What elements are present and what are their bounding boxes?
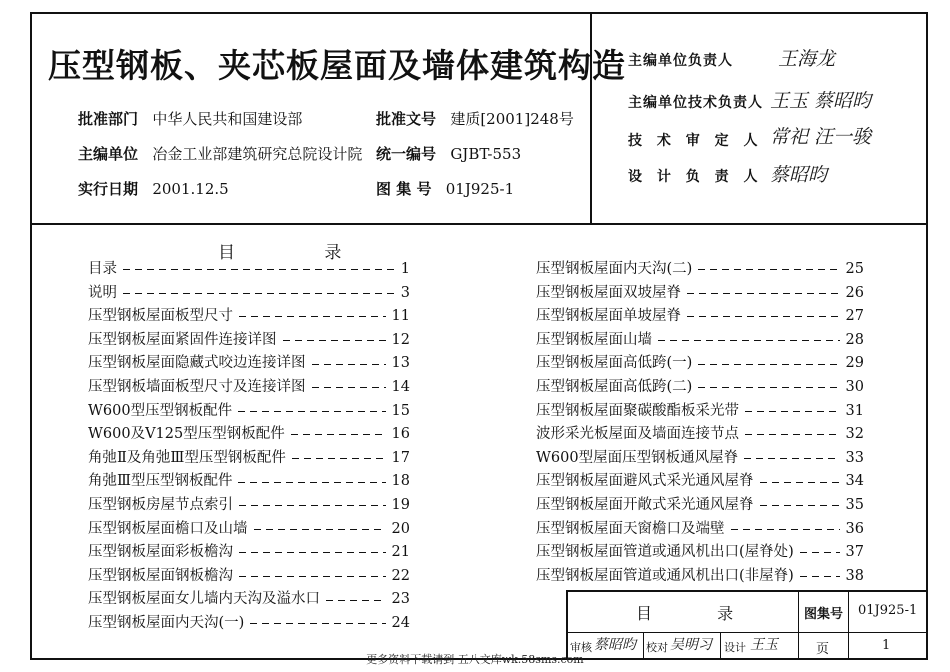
toc-entry bbox=[536, 352, 864, 376]
editor-unit-value: 冶金工业部建筑研究总院设计院 bbox=[152, 145, 363, 163]
toc-entry bbox=[536, 518, 864, 542]
toc-leader-dashes bbox=[800, 552, 840, 553]
toc-entry-page: 15 bbox=[391, 402, 410, 419]
toc-entry-page: 33 bbox=[845, 449, 864, 466]
toc-entry-title: 压型钢板屋面管道或通风机出口(非屋脊) bbox=[536, 567, 794, 584]
toc-entry bbox=[536, 305, 864, 329]
toc-entry-title: 压型钢板屋面天窗檐口及端壁 bbox=[536, 520, 725, 537]
toc-entry-page: 38 bbox=[845, 567, 864, 584]
toc-entry bbox=[536, 329, 864, 353]
page-title: 压型钢板、夹芯板屋面及墙体建筑构造 bbox=[48, 46, 626, 85]
toc-leader-dashes bbox=[239, 316, 386, 317]
toc-leader-dashes bbox=[731, 529, 840, 530]
toc-leader-dashes bbox=[291, 434, 386, 435]
toc-entry-title: 压型钢板屋面彩板檐沟 bbox=[88, 544, 233, 561]
toc-entry-page: 37 bbox=[845, 544, 864, 561]
atlas-no-value: 01J925-1 bbox=[445, 180, 515, 198]
toc-entry-page: 11 bbox=[391, 308, 410, 325]
toc-heading: 目 录 bbox=[218, 243, 384, 263]
toc-entry-page: 28 bbox=[845, 331, 864, 348]
toc-entry-page: 36 bbox=[845, 520, 864, 537]
title-block-check-signature: 吴明习 bbox=[670, 637, 712, 653]
toc-entry-title: 压型钢板墙面板型尺寸及连接详图 bbox=[88, 378, 306, 395]
approve-dept bbox=[78, 108, 302, 129]
unified-no bbox=[376, 143, 521, 164]
toc-entry-title: 压型钢板屋面内天沟(一) bbox=[88, 614, 245, 631]
toc-entry-page: 1 bbox=[400, 261, 410, 277]
toc-leader-dashes bbox=[698, 269, 839, 270]
unified-no-value: GJBT-553 bbox=[450, 145, 522, 163]
toc-entry bbox=[88, 329, 410, 353]
title-block-atlas-label: 图集号 bbox=[804, 607, 844, 622]
title-block-atlas-value: 01J925-1 bbox=[858, 603, 918, 618]
toc-leader-dashes bbox=[239, 576, 386, 577]
title-block-review-label: 审核 bbox=[570, 641, 592, 654]
title-block-design-label: 设计 bbox=[724, 641, 746, 654]
toc-entry bbox=[88, 352, 410, 376]
unified-no-label: 统一编号 bbox=[376, 145, 437, 163]
toc-entry-title: W600型压型钢板配件 bbox=[88, 402, 233, 419]
toc-entry-page: 24 bbox=[391, 614, 410, 631]
toc-leader-dashes bbox=[312, 364, 386, 365]
toc-entry-page: 25 bbox=[845, 261, 864, 277]
toc-entry bbox=[536, 447, 864, 471]
toc-entry bbox=[88, 612, 410, 636]
toc-entry-page: 16 bbox=[391, 426, 410, 443]
toc-leader-dashes bbox=[698, 387, 839, 388]
toc-entry bbox=[536, 376, 864, 400]
toc-entry bbox=[88, 518, 410, 542]
toc-entry-page: 35 bbox=[845, 496, 864, 513]
toc-leader-dashes bbox=[254, 529, 386, 530]
resp-tech-review: 技 术 审 定 人 bbox=[628, 133, 763, 149]
toc-leader-dashes bbox=[250, 623, 385, 624]
toc-entry-title: 压型钢板屋面女儿墙内天沟及溢水口 bbox=[88, 591, 320, 608]
toc-entry bbox=[88, 447, 410, 471]
toc-leader-dashes bbox=[800, 576, 840, 577]
toc-entry bbox=[536, 565, 864, 589]
approve-doc-label: 批准文号 bbox=[376, 110, 437, 128]
footer-download-note: 更多资料下载请到 五八文库wk.58sms.com bbox=[366, 653, 584, 666]
toc-entry-title: 目录 bbox=[88, 261, 117, 277]
toc-entry-title: 角弛Ⅲ型压型钢板配件 bbox=[88, 473, 233, 490]
toc-entry-page: 21 bbox=[391, 544, 410, 561]
toc-entry bbox=[88, 541, 410, 565]
editor-unit-label: 主编单位 bbox=[78, 145, 139, 163]
toc-entry-page: 31 bbox=[845, 402, 864, 419]
title-block-review-signature: 蔡昭昀 bbox=[594, 637, 636, 653]
toc-entry-title: 压型钢板屋面高低跨(一) bbox=[536, 355, 693, 372]
toc-entry-page: 29 bbox=[845, 355, 864, 372]
toc-entry-title: 压型钢板屋面山墙 bbox=[536, 331, 652, 348]
toc-leader-dashes bbox=[687, 316, 840, 317]
title-block-page-value: 1 bbox=[882, 638, 891, 653]
toc-entry-page: 34 bbox=[845, 473, 864, 490]
effective-date-label: 实行日期 bbox=[78, 180, 139, 198]
resp-tech-head-signature: 王玉 蔡昭昀 bbox=[770, 90, 872, 112]
toc-entry-title: W600型屋面压型钢板通风屋脊 bbox=[536, 449, 739, 466]
toc-entry-title: 压型钢板屋面高低跨(二) bbox=[536, 378, 693, 395]
toc-entry-page: 18 bbox=[391, 473, 410, 490]
title-block-col2 bbox=[848, 590, 849, 660]
toc-leader-dashes bbox=[698, 364, 839, 365]
toc-leader-dashes bbox=[326, 600, 386, 601]
toc-entry bbox=[88, 588, 410, 612]
toc-left-column bbox=[88, 258, 410, 636]
toc-entry bbox=[88, 305, 410, 329]
title-block-page-label: 页 bbox=[816, 642, 830, 657]
toc-entry-page: 20 bbox=[391, 520, 410, 537]
toc-entry bbox=[88, 376, 410, 400]
toc-entry-page: 32 bbox=[845, 426, 864, 443]
toc-entry-title: 压型钢板屋面避风式采光通风屋脊 bbox=[536, 473, 754, 490]
toc-leader-dashes bbox=[239, 505, 386, 506]
toc-entry-title: 压型钢板屋面内天沟(二) bbox=[536, 261, 693, 277]
toc-entry-page: 13 bbox=[391, 355, 410, 372]
title-block-mid bbox=[566, 632, 928, 633]
toc-entry-page: 19 bbox=[391, 496, 410, 513]
toc-entry-page: 12 bbox=[391, 331, 410, 348]
toc-entry-title: 波形采光板屋面及墙面连接节点 bbox=[536, 426, 739, 443]
approve-dept-label: 批准部门 bbox=[78, 110, 139, 128]
toc-entry bbox=[88, 258, 410, 282]
toc-leader-dashes bbox=[283, 340, 386, 341]
effective-date bbox=[78, 178, 229, 199]
toc-entry-page: 22 bbox=[391, 567, 410, 584]
toc-entry-title: 压型钢板屋面隐藏式咬边连接详图 bbox=[88, 355, 306, 372]
toc-leader-dashes bbox=[658, 340, 840, 341]
toc-entry bbox=[536, 470, 864, 494]
toc-entry-title: 压型钢板屋面单坡屋脊 bbox=[536, 308, 681, 325]
toc-entry bbox=[536, 494, 864, 518]
toc-leader-dashes bbox=[760, 482, 840, 483]
resp-design-lead-signature: 蔡昭昀 bbox=[770, 164, 828, 186]
title-block-left bbox=[566, 590, 568, 660]
toc-leader-dashes bbox=[292, 458, 386, 459]
resp-tech-review-signature: 常祀 汪一骏 bbox=[770, 126, 872, 148]
toc-entry bbox=[88, 423, 410, 447]
resp-design-lead: 设 计 负 责 人 bbox=[628, 169, 763, 185]
toc-entry-title: 角弛Ⅱ及角弛Ⅲ型压型钢板配件 bbox=[88, 449, 286, 466]
toc-entry bbox=[88, 282, 410, 306]
toc-leader-dashes bbox=[123, 269, 395, 270]
toc-entry-title: 压型钢板屋面檐口及山墙 bbox=[88, 520, 248, 537]
toc-entry-title: 压型钢板屋面钢板檐沟 bbox=[88, 567, 233, 584]
toc-entry bbox=[88, 565, 410, 589]
toc-entry-title: 说明 bbox=[88, 284, 117, 301]
toc-entry-page: 27 bbox=[845, 308, 864, 325]
toc-entry-title: 压型钢板屋面紧固件连接详图 bbox=[88, 331, 277, 348]
header-divider-horizontal bbox=[30, 223, 928, 225]
toc-right-column bbox=[536, 258, 864, 588]
toc-leader-dashes bbox=[744, 458, 839, 459]
approve-doc-value: 建质[2001]248号 bbox=[450, 110, 574, 128]
toc-entry-page: 23 bbox=[391, 591, 410, 608]
toc-leader-dashes bbox=[123, 293, 395, 294]
toc-entry-page: 17 bbox=[391, 449, 410, 466]
atlas-no-label: 图 集 号 bbox=[376, 180, 432, 198]
effective-date-value: 2001.12.5 bbox=[152, 180, 229, 198]
toc-entry-title: 压型钢板屋面管道或通风机出口(屋脊处) bbox=[536, 544, 794, 561]
toc-entry-title: 压型钢板屋面聚碳酸酯板采光带 bbox=[536, 402, 739, 419]
title-block-design-signature: 王玉 bbox=[750, 637, 778, 653]
toc-entry-page: 26 bbox=[845, 284, 864, 301]
toc-leader-dashes bbox=[745, 411, 840, 412]
approve-dept-value: 中华人民共和国建设部 bbox=[152, 110, 303, 128]
toc-entry-title: 压型钢板屋面开敞式采光通风屋脊 bbox=[536, 496, 754, 513]
title-block-check-label: 校对 bbox=[646, 641, 668, 654]
toc-entry-title: 压型钢板屋面板型尺寸 bbox=[88, 308, 233, 325]
toc-entry bbox=[536, 282, 864, 306]
resp-tech-head: 主编单位技术负责人 bbox=[628, 95, 763, 111]
toc-entry bbox=[536, 541, 864, 565]
resp-editor-head: 主编单位负责人 bbox=[628, 53, 733, 69]
toc-leader-dashes bbox=[745, 434, 840, 435]
toc-entry bbox=[88, 400, 410, 424]
editor-unit bbox=[78, 143, 362, 164]
toc-entry bbox=[536, 400, 864, 424]
toc-entry bbox=[88, 494, 410, 518]
toc-entry bbox=[536, 258, 864, 282]
title-block-col1 bbox=[798, 590, 799, 660]
toc-entry-page: 30 bbox=[845, 378, 864, 395]
toc-entry-page: 3 bbox=[400, 284, 410, 301]
toc-entry-page: 14 bbox=[391, 378, 410, 395]
toc-entry-title: W600及V125型压型钢板配件 bbox=[88, 426, 285, 443]
resp-editor-head-signature: 王海龙 bbox=[778, 48, 836, 70]
toc-leader-dashes bbox=[238, 482, 385, 483]
toc-leader-dashes bbox=[760, 505, 840, 506]
toc-leader-dashes bbox=[687, 293, 840, 294]
toc-entry bbox=[88, 470, 410, 494]
title-block-name: 目 录 bbox=[636, 604, 764, 623]
toc-entry-title: 压型钢板屋面双坡屋脊 bbox=[536, 284, 681, 301]
toc-leader-dashes bbox=[239, 552, 386, 553]
toc-entry bbox=[536, 423, 864, 447]
toc-entry-title: 压型钢板房屋节点索引 bbox=[88, 496, 233, 513]
atlas-no bbox=[376, 178, 514, 199]
toc-leader-dashes bbox=[312, 387, 386, 388]
title-block-top bbox=[566, 590, 928, 592]
toc-leader-dashes bbox=[238, 411, 385, 412]
approve-doc bbox=[376, 108, 574, 129]
